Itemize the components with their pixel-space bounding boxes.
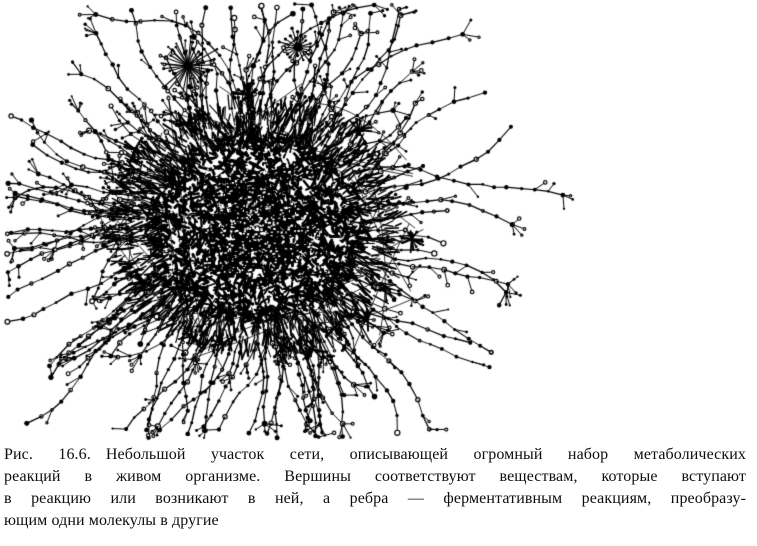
caption-line-3: в реакцию или возникают в ней, а ребра — ферментативным реакциям, преобразу- [4, 490, 746, 507]
figure-label: Рис. 16.6. [4, 446, 91, 463]
caption-text-1: Небольшой участок сети, описывающей огромный набор метаболических [105, 446, 747, 463]
figure-caption [0, 442, 757, 532]
caption-line-2: реакций в живом организме. Вершины соответствуют веществам, которые вступают [4, 468, 746, 485]
caption-line-1 [4, 444, 746, 466]
caption-line-4: ющим одни молекулы в другие [4, 512, 219, 529]
